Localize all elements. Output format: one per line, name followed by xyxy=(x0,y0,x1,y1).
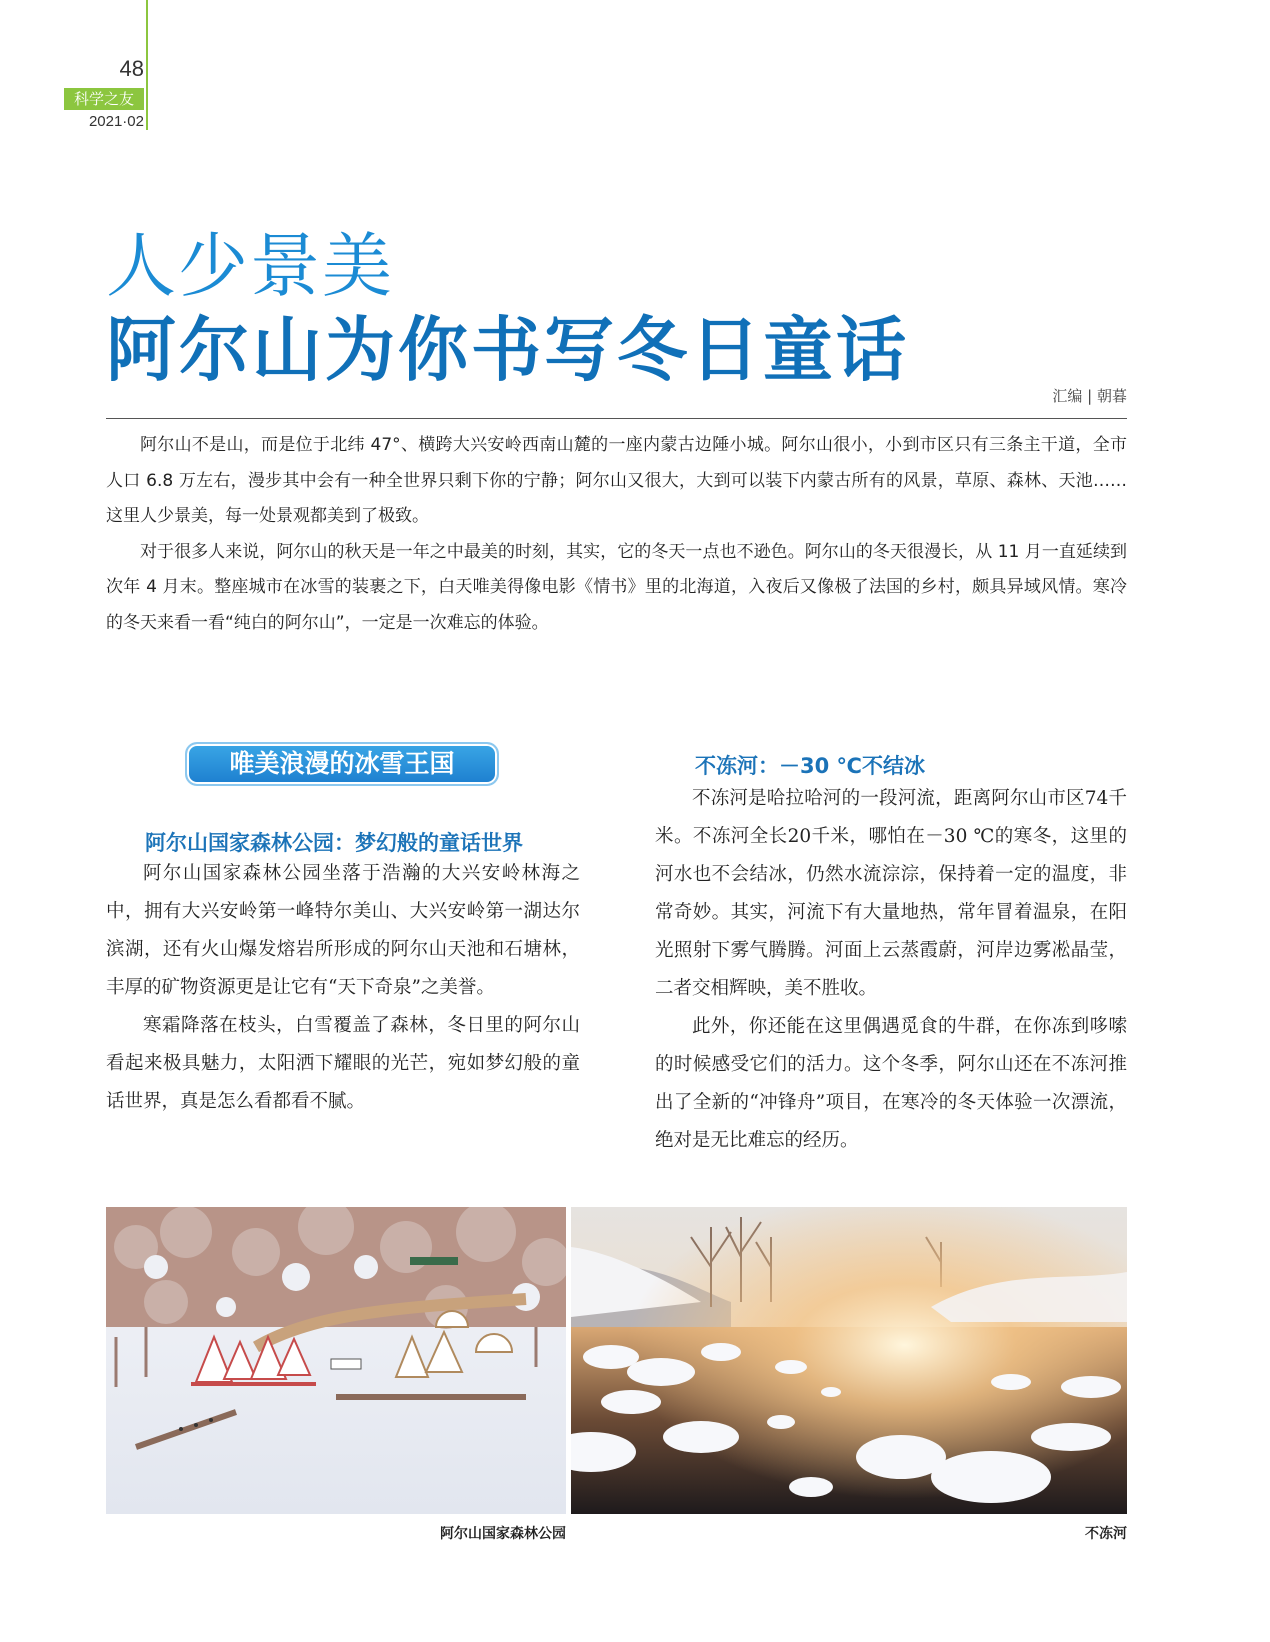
right-subheading: 不冻河：－30 ℃不结冰 xyxy=(695,754,925,778)
left-paragraph: 阿尔山国家森林公园坐落于浩瀚的大兴安岭林海之中，拥有大兴安岭第一峰特尔美山、大兴安岭第一湖达尔滨湖，还有火山爆发熔岩所形成的阿尔山天池和石塘林，丰厚的矿物资源更是让它有“天下奇泉”之美誉。 xyxy=(106,863,580,998)
section-badge: 唯美浪漫的冰雪王国 xyxy=(185,742,499,786)
intro-paragraph: 对于很多人来说，阿尔山的秋天是一年之中最美的时刻，其实，它的冬天一点也不逊色。阿尔山的冬天很漫长，从 11 月一直延续到次年 4 月末。整座城市在冰雪的装裹之下，白天唯美得像电影《情书》里的北海道，入夜后又像极了法国的乡村，颇具异域风情。寒冷的冬天来看一看“纯白的阿尔山”，一定是一次难忘的体验。 xyxy=(106,541,1127,633)
right-paragraph: 不冻河是哈拉哈河的一段河流，距离阿尔山市区74千米。不冻河全长20千米，哪怕在－30 ℃的寒冬，这里的河水也不会结冰，仍然水流淙淙，保持着一定的温度，非常奇妙。其实，河流下有大量地热，常年冒着温泉，在阳光照射下雾气腾腾。河面上云蒸霞蔚，河岸边雾凇晶莹，二者交相辉映，美不胜收。 xyxy=(655,788,1127,999)
river-photo xyxy=(571,1207,1127,1514)
title-line-2: 阿尔山为你书写冬日童话 xyxy=(106,309,909,391)
page-number: 48 xyxy=(119,56,144,81)
left-paragraph: 寒霜降落在枝头，白雪覆盖了森林，冬日里的阿尔山看起来极具魅力，太阳洒下耀眼的光芒，宛如梦幻般的童话世界，真是怎么看都看不腻。 xyxy=(106,1015,580,1112)
photo-caption: 不冻河 xyxy=(1085,1526,1127,1542)
photo-caption: 阿尔山国家森林公园 xyxy=(440,1526,566,1542)
issue-date: 2021·02 xyxy=(88,113,144,130)
forest-park-photo xyxy=(106,1207,566,1514)
left-column xyxy=(106,855,580,1121)
title-rule xyxy=(106,418,1127,419)
intro xyxy=(106,428,1127,641)
left-subheading: 阿尔山国家森林公园：梦幻般的童话世界 xyxy=(145,831,523,855)
header-divider xyxy=(146,0,148,130)
title-line-1: 人少景美 xyxy=(106,225,394,307)
right-paragraph: 此外，你还能在这里偶遇觅食的牛群，在你冻到哆嗦的时候感受它们的活力。这个冬季，阿尔山还在不冻河推出了全新的“冲锋舟”项目，在寒冷的冬天体验一次漂流，绝对是无比难忘的经历。 xyxy=(655,1016,1127,1151)
right-column xyxy=(655,780,1127,1160)
magazine-name: 科学之友 xyxy=(64,88,144,110)
intro-paragraph: 阿尔山不是山，而是位于北纬 47°、横跨大兴安岭西南山麓的一座内蒙古边陲小城。阿尔山很小，小到市区只有三条主干道，全市人口 6.8 万左右，漫步其中会有一种全世界只剩下你的宁静；阿尔山又很大，大到可以装下内蒙古所有的风景，草原、森林、天池……这里人少景美，每一处景观都美到了极致。 xyxy=(106,435,1127,526)
byline: 汇编 | 朝暮 xyxy=(1052,387,1127,405)
